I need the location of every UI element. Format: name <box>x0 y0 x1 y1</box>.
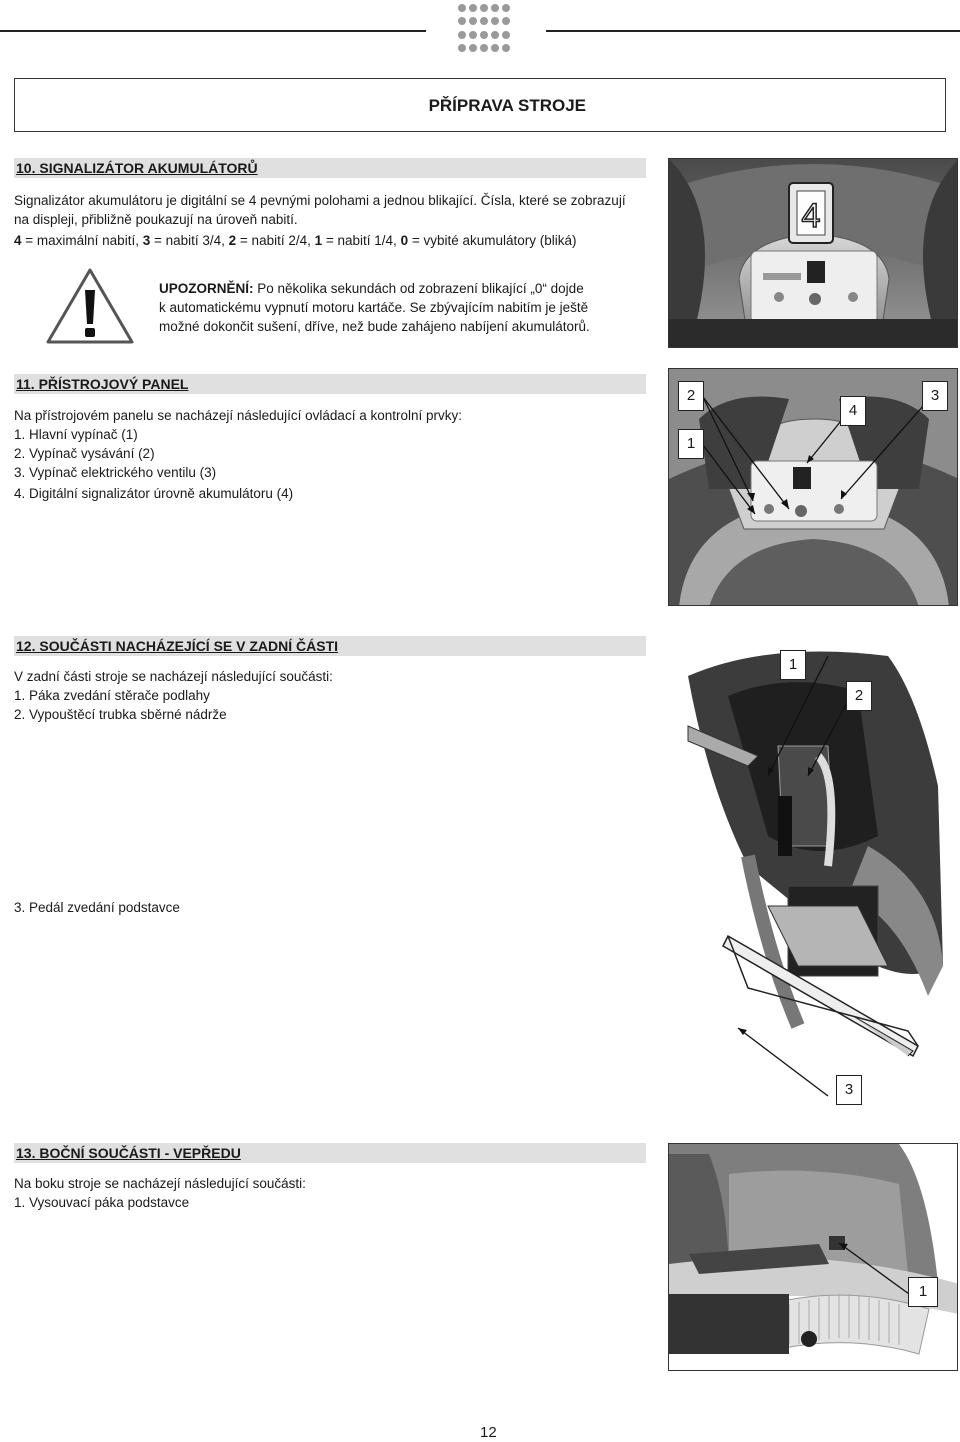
section-11-item-2: 2. Vypínač vysávání (2) <box>14 446 155 461</box>
section-11-heading: 11. PŘÍSTROJOVÝ PANEL <box>14 374 646 394</box>
section-11-item-3: 3. Vypínač elektrického ventilu (3) <box>14 465 217 480</box>
callout-1-panel: 1 <box>678 429 704 459</box>
section-13-intro: Na boku stroje se nacházejí následující součásti: <box>14 1176 306 1191</box>
warning-line1: UPOZORNĚNÍ: Po několika sekundách od zobrazení blikající „0“ dojde <box>159 281 584 296</box>
rear-parts-illustration <box>668 636 958 1124</box>
header-rule-right <box>546 30 960 32</box>
callout-2-panel: 2 <box>678 381 704 411</box>
section-10-heading: 10. SIGNALIZÁTOR AKUMULÁTORŮ <box>14 158 646 178</box>
callout-1-rear: 1 <box>780 650 806 680</box>
section-11-item-4: 4. Digitální signalizátor úrovně akumulátoru (4) <box>14 486 294 501</box>
callout-3-rear: 3 <box>836 1075 862 1105</box>
section-12-item-1: 1. Páka zvedání stěrače podlahy <box>14 688 210 703</box>
section-10-line2: na displeji, přibližně poukazují na úroveň nabití. <box>14 212 298 227</box>
callout-2-rear: 2 <box>846 681 872 711</box>
page-number: 12 <box>480 1424 497 1441</box>
brand-logo <box>458 4 514 54</box>
section-12-item-2: 2. Vypouštěcí trubka sběrné nádrže <box>14 707 227 722</box>
charge-levels: 4 = maximální nabití, 3 = nabití 3/4, 2 = nabití 2/4, 1 = nabití 1/4, 0 = vybité akumulátory (bliká) <box>14 233 577 248</box>
side-front-photo <box>668 1143 958 1371</box>
section-12-item-3: 3. Pedál zvedání podstavce <box>14 900 180 915</box>
section-10-line1: Signalizátor akumulátoru je digitální se 4 pevnými polohami a jednou blikající. Čísla, které se zobrazují <box>14 193 626 208</box>
battery-indicator-photo <box>668 158 958 348</box>
page-title: PŘÍPRAVA STROJE <box>428 96 586 115</box>
header-rule-left <box>0 30 426 32</box>
callout-1-side: 1 <box>908 1277 938 1307</box>
section-12-intro: V zadní části stroje se nacházejí následující součásti: <box>14 669 333 684</box>
callout-4-panel: 4 <box>840 396 866 426</box>
warning-triangle-icon <box>44 266 136 346</box>
instrument-panel-photo <box>668 368 958 606</box>
section-13-heading: 13. BOČNÍ SOUČÁSTI - VEPŘEDU <box>14 1143 646 1163</box>
callout-3-panel: 3 <box>922 381 948 411</box>
warning-line3: možné dokončit sušení, dříve, než bude zahájeno nabíjení akumulátorů. <box>159 319 590 334</box>
section-12-heading: 12. SOUČÁSTI NACHÁZEJÍCÍ SE V ZADNÍ ČÁSTI <box>14 636 646 656</box>
section-11-item-1: 1. Hlavní vypínač (1) <box>14 427 138 442</box>
warning-line2: k automatickému vypnutí motoru kartáče. Se zbývajícím nabitím je ještě <box>159 300 589 315</box>
section-11-intro: Na přístrojovém panelu se nacházejí následující ovládací a kontrolní prvky: <box>14 408 462 423</box>
section-13-item-1: 1. Vysouvací páka podstavce <box>14 1195 190 1210</box>
display-digit: 4 <box>801 197 821 235</box>
